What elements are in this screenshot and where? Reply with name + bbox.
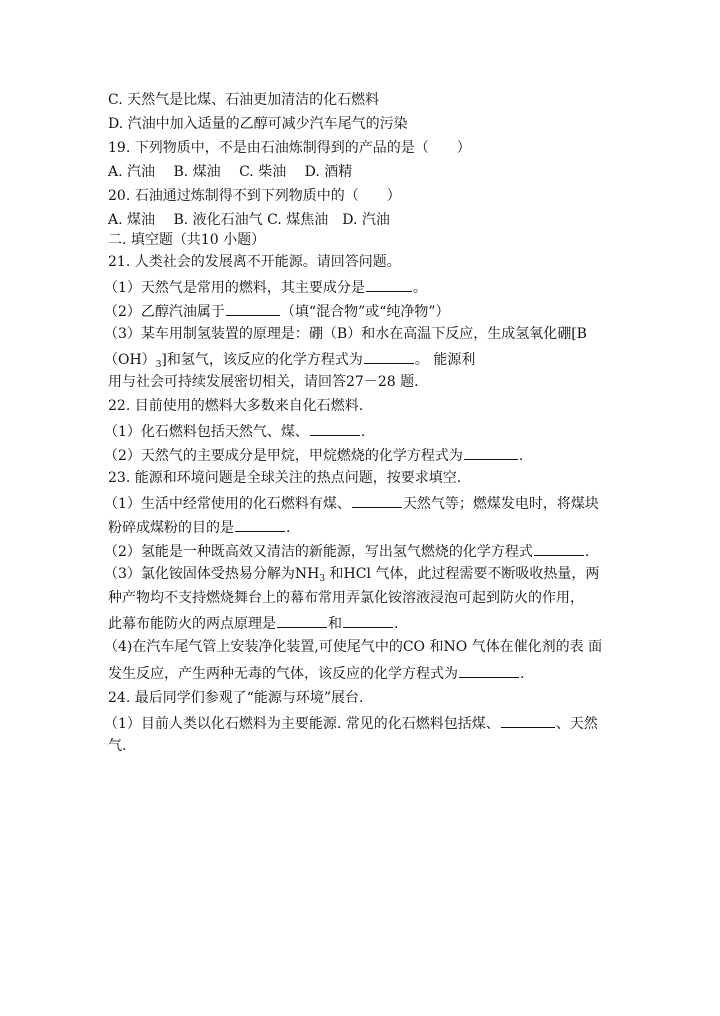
text-segment: （3）氯化铵固体受热易分解为NH xyxy=(104,566,320,582)
text-segment: 、天然 xyxy=(555,716,598,732)
text-segment: （1）天然气是常用的燃料，其主要成分是 xyxy=(104,280,365,296)
answer-blank xyxy=(366,277,412,292)
text-segment: （OH） xyxy=(104,352,156,368)
question-21-part-2 xyxy=(104,301,624,321)
answer-blank xyxy=(534,541,584,556)
question-23-part-2 xyxy=(104,541,624,561)
question-22-part-1 xyxy=(104,421,624,441)
question-23-part-3-end xyxy=(108,613,628,633)
option-c-text: C. 天然气是比煤、石油更加清洁的化石燃料 xyxy=(108,92,380,108)
question-23-part-4: （4)在汽车尾气管上安装净化装置,可使尾气中的CO 和NO 气体在催化剂的表 面 xyxy=(104,639,603,655)
text-segment: . xyxy=(518,448,524,464)
question-21-part-3: （3）某车用制氢装置的原理是：硼（B）和水在高温下反应，生成氢氧化硼[B xyxy=(104,326,587,342)
answer-blank xyxy=(277,613,327,628)
text-segment: ]和氢气，该反应的化学方程式为 xyxy=(161,352,363,368)
answer-blank xyxy=(501,713,555,728)
text-segment: 此幕布能防火的两点原理是 xyxy=(108,616,276,632)
text-segment: 天然气等；燃煤发电时，将煤块 xyxy=(402,496,599,512)
answer-blank xyxy=(352,493,402,508)
question-20-options: A. 煤油 B. 液化石油气 C. 煤焦油 D. 汽油 xyxy=(108,212,390,228)
text-segment: 和 xyxy=(328,616,342,632)
subscript: 3 xyxy=(155,360,162,370)
question-21-part-1 xyxy=(104,277,624,297)
subscript: 3 xyxy=(319,574,326,584)
question-23: 23. 能源和环境问题是全球关注的热点问题，按要求填空. xyxy=(108,470,462,486)
question-19-options: A. 汽油 B. 煤油 C. 柴油 D. 酒精 xyxy=(108,164,353,180)
text-segment: 粉碎成煤粉的目的是 xyxy=(108,520,234,536)
question-23-part-3-cont: 种产物均不支持燃烧舞台上的幕布常用弄氯化铵溶液浸泡可起到防火的作用， xyxy=(108,590,584,606)
text-segment: . xyxy=(394,616,399,632)
text-segment: 。 xyxy=(412,280,427,296)
text-segment: （2）氢能是一种既高效又清洁的新能源，写出氢气燃烧的化学方程式 xyxy=(104,544,533,560)
text-segment: . xyxy=(286,520,291,536)
text-segment: （2）天然气的主要成分是甲烷，甲烷燃烧的化学方程式为 xyxy=(104,448,463,464)
question-21-part-3-cont xyxy=(104,349,624,374)
question-24: 24. 最后同学们参观了“能源与环境”展台. xyxy=(108,690,364,706)
text-segment: （2）乙醇汽油属于 xyxy=(104,304,225,320)
answer-blank xyxy=(343,613,393,628)
option-d-text: D. 汽油中加入适量的乙醇可减少汽车尾气的污染 xyxy=(108,116,408,132)
question-22: 22. 目前使用的燃料大多数来自化石燃料. xyxy=(108,398,364,414)
answer-blank xyxy=(459,663,519,678)
text-segment: （填“混合物”或“纯净物”） xyxy=(280,304,450,320)
answer-blank xyxy=(310,421,360,436)
answer-blank xyxy=(235,517,285,532)
section-heading: 二. 填空题（共10 小题） xyxy=(108,232,266,248)
question-24-part-1-cont: 气. xyxy=(108,738,127,754)
question-24-part-1 xyxy=(104,713,624,733)
answer-blank xyxy=(226,301,280,316)
text-segment: . xyxy=(520,666,525,682)
question-23-part-4-cont xyxy=(108,663,628,683)
question-23-part-1 xyxy=(104,493,624,513)
question-20: 20. 石油通过炼制得不到下列物质中的（ ） xyxy=(108,188,401,204)
question-23-part-1-cont xyxy=(108,517,628,537)
text-segment: 发生反应，产生两种无毒的气体，该反应的化学方程式为 xyxy=(108,666,458,682)
context-note: 用与社会可持续发展密切相关，请回答27－28 题. xyxy=(108,374,419,390)
text-segment: （1）化石燃料包括天然气、煤、 xyxy=(104,424,309,440)
answer-blank xyxy=(364,349,414,364)
question-21: 21. 人类社会的发展离不开能源。请回答问题。 xyxy=(108,254,401,270)
answer-blank xyxy=(464,445,518,460)
question-22-part-2 xyxy=(104,445,624,465)
text-segment: （1）目前人类以化石燃料为主要能源. 常见的化石燃料包括煤、 xyxy=(104,716,500,732)
question-23-part-3 xyxy=(104,565,624,588)
text-segment: （1）生活中经常使用的化石燃料有煤、 xyxy=(104,496,351,512)
question-19: 19. 下列物质中，不是由石油炼制得到的产品的是（ ） xyxy=(108,140,471,156)
text-segment: . xyxy=(584,544,590,560)
text-segment: 。 能源利 xyxy=(414,352,476,368)
text-segment: . xyxy=(360,424,366,440)
text-segment: 和HCl 气体，此过程需要不断吸收热量，两 xyxy=(325,566,600,582)
